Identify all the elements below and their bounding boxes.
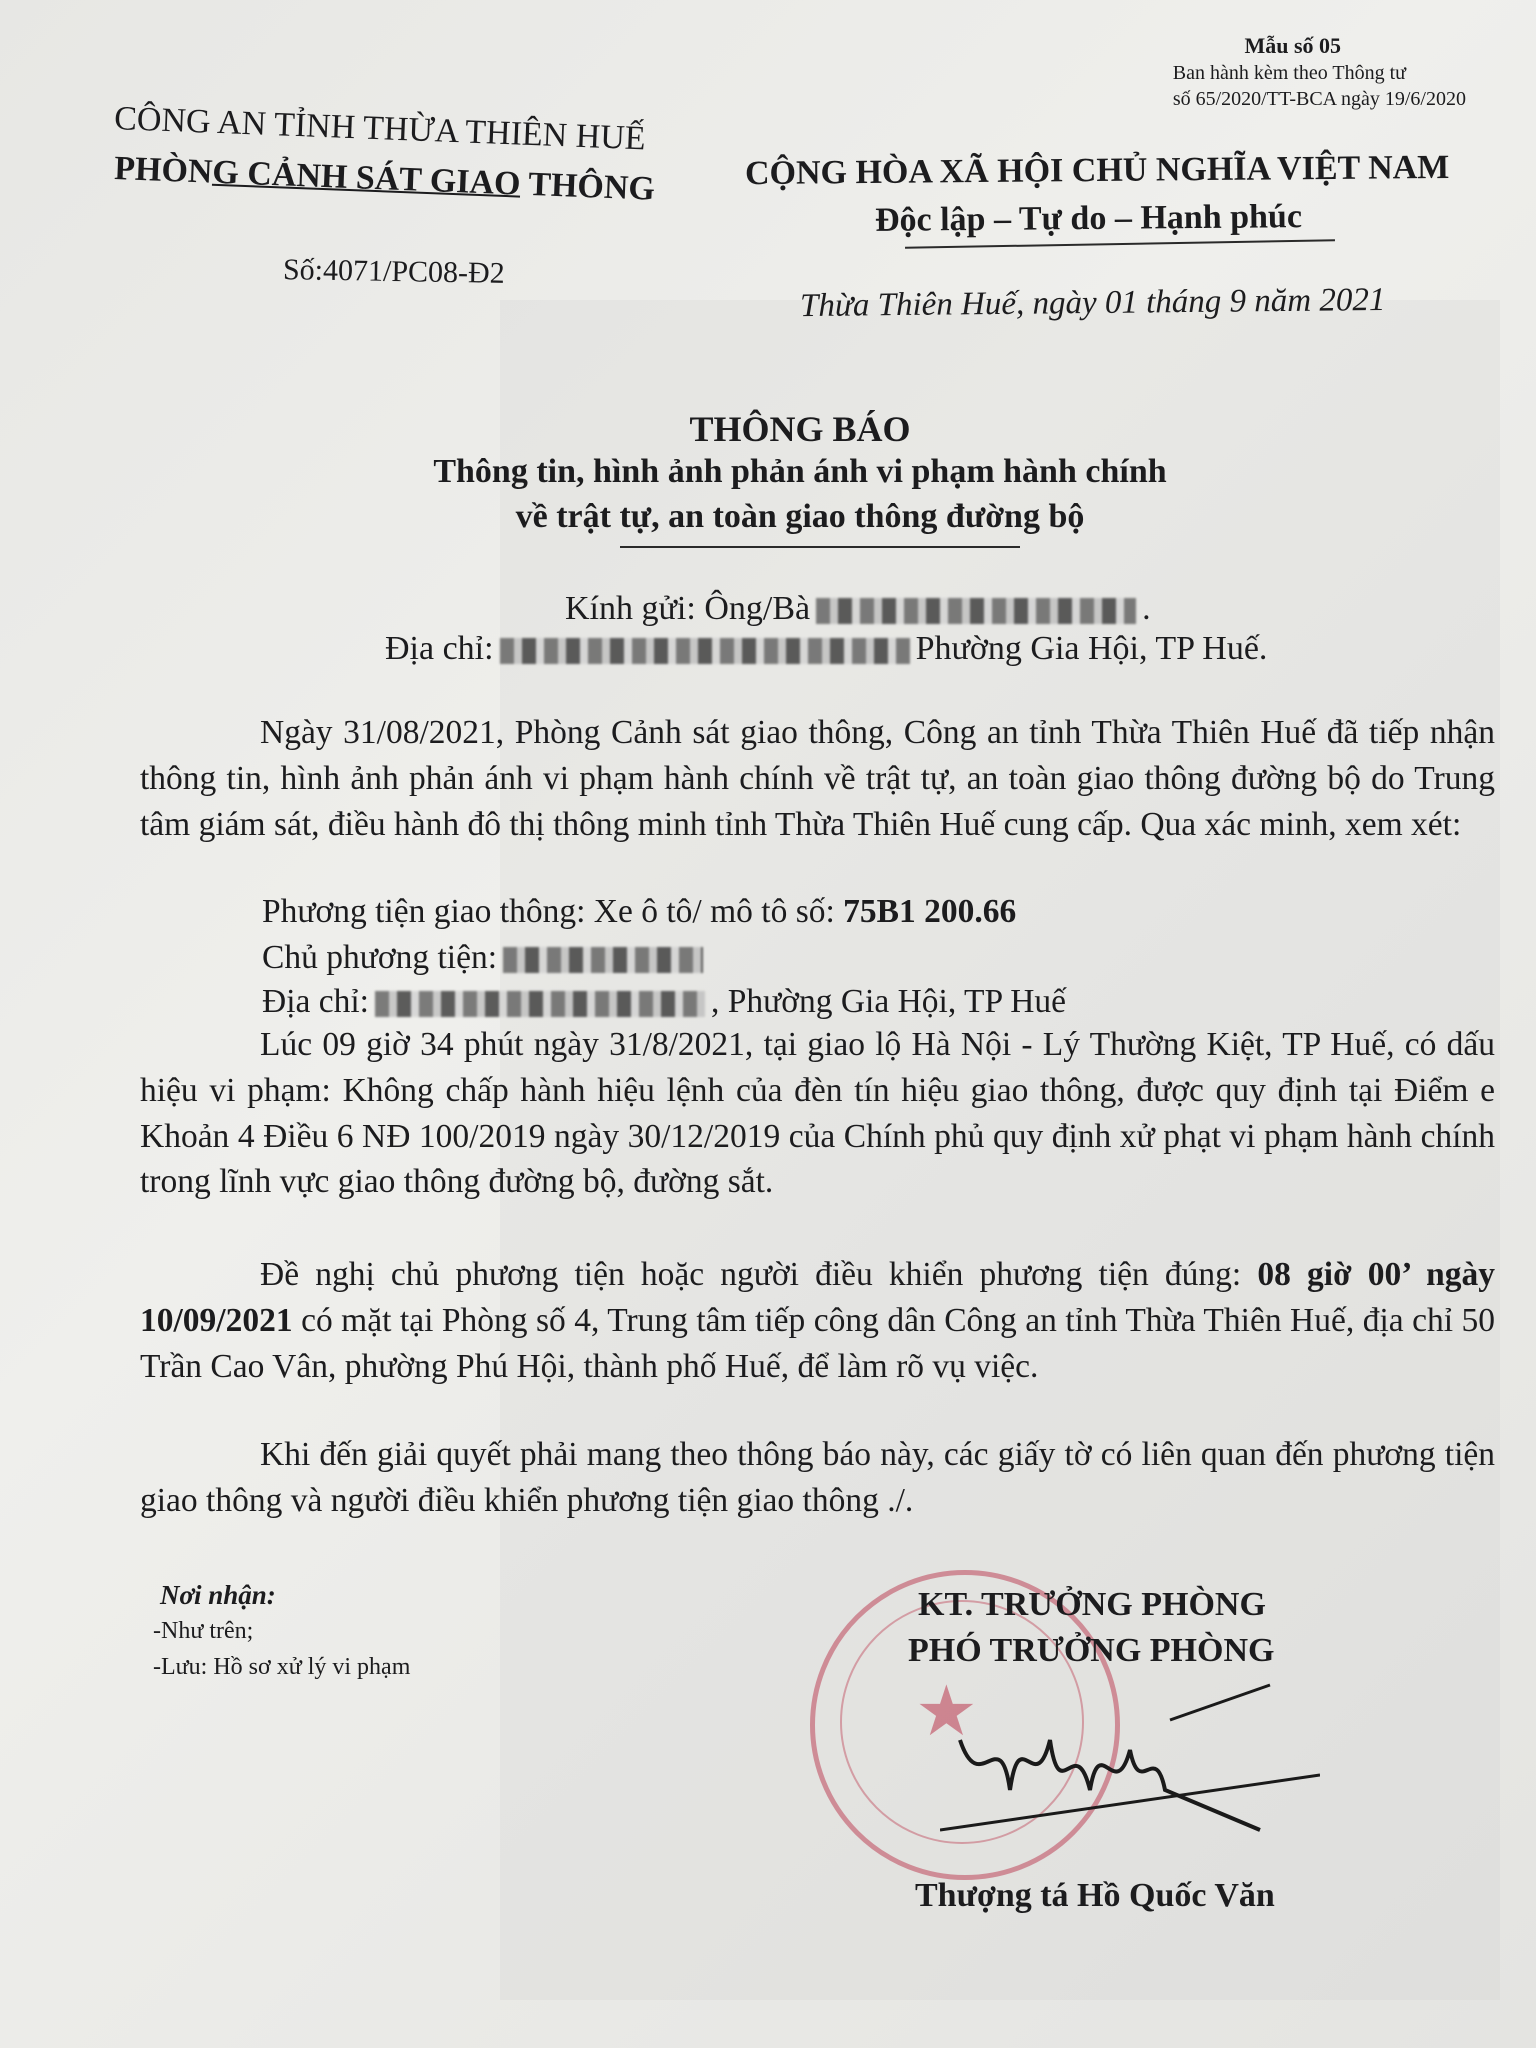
title-underline [620,546,1020,548]
handwritten-signature [940,1680,1320,1850]
agency-parent: CÔNG AN TỈNH THỪA THIÊN HUẾ [113,100,647,158]
place-date: Thừa Thiên Huế, ngày 01 tháng 9 năm 2021 [799,281,1386,325]
document-subtitle-1: Thông tin, hình ảnh phản ánh vi phạm hành chính [433,453,1167,490]
redacted-owner [503,947,703,973]
redacted-name [816,598,1136,624]
owner-address-line: Địa chỉ: , Phường Gia Hội, TP Huế [262,983,1067,1020]
form-issued-line1: Ban hành kèm theo Thông tư [1172,62,1406,84]
nation-motto: Độc lập – Tự do – Hạnh phúc [874,198,1303,239]
paragraph-requirements: Khi đến giải quyết phải mang theo thông báo này, các giấy tờ có liên quan đến phương tiện giao thông và người điều khiển phương tiện giao thông ./. [140,1436,1495,1519]
document-title: THÔNG BÁO [689,409,911,449]
signatory-name: Thượng tá Hồ Quốc Văn [915,1877,1275,1914]
vehicle-plate: 75B1 200.66 [843,893,1017,930]
document-subtitle-2: về trật tự, an toàn giao thông đường bộ [515,498,1085,535]
redacted-address [500,638,910,664]
redacted-owner-address [375,991,705,1017]
form-issued-line2: số 65/2020/TT-BCA ngày 19/6/2020 [1172,88,1466,110]
recipient-item: -Như trên; [153,1618,254,1644]
paragraph-summons: Đề nghị chủ phương tiện hoặc người điều khiển phương tiện đúng: 08 giờ 00’ ngày 10/09/2021 có mặt tại Phòng số 4, Trung tâm tiếp công dân Công an tỉnh Thừa Thiên Huế, địa chỉ 50 Trần Cao Vân, phường Phú Hội, thành phố Huế, để làm rõ vụ việc. [140,1256,1495,1385]
agency-department: PHÒNG CẢNH SÁT GIAO THÔNG [113,150,656,208]
signatory-title-1: KT. TRƯỞNG PHÒNG [918,1586,1266,1623]
document-number: Số:4071/PC08-Đ2 [282,253,505,290]
recipients-heading: Nơi nhận: [160,1580,276,1610]
addressee-address: Địa chỉ: Phường Gia Hội, TP Huế. [385,630,1268,667]
recipient-item: -Lưu: Hồ sơ xử lý vi phạm [153,1654,411,1680]
form-number: Mẫu số 05 [1244,33,1341,58]
salutation: Kính gửi: Ông/Bà . [565,590,1151,627]
nation-name: CỘNG HÒA XÃ HỘI CHỦ NGHĨA VIỆT NAM [744,148,1450,193]
owner-line: Chủ phương tiện: [262,939,709,977]
vehicle-line: Phương tiện giao thông: Xe ô tô/ mô tô số: 75B1 200.66 [262,893,1017,930]
paragraph-receipt: Ngày 31/08/2021, Phòng Cảnh sát giao thông, Công an tỉnh Thừa Thiên Huế đã tiếp nhận thông tin, hình ảnh phản ánh vi phạm hành chính về trật tự, an toàn giao thông đường bộ do Trung tâm giám sát, điều hành đô thị thông minh tỉnh Thừa Thiên Huế cung cấp. Qua xác minh, xem xét: [140,714,1495,843]
motto-underline [905,239,1335,249]
paragraph-violation: Lúc 09 giờ 34 phút ngày 31/8/2021, tại giao lộ Hà Nội - Lý Thường Kiệt, TP Huế, có dấu hiệu vi phạm: Không chấp hành hiệu lệnh của đèn tín hiệu giao thông, được quy định tại Điểm e Khoản 4 Điều 6 NĐ 100/2019 ngày 30/12/2019 của Chính phủ quy định xử phạt vi phạm hành chính trong lĩnh vực giao thông đường bộ, đường sắt. [140,1026,1495,1201]
signatory-title-2: PHÓ TRƯỞNG PHÒNG [908,1632,1275,1669]
star-icon: ★ [915,1670,978,1752]
